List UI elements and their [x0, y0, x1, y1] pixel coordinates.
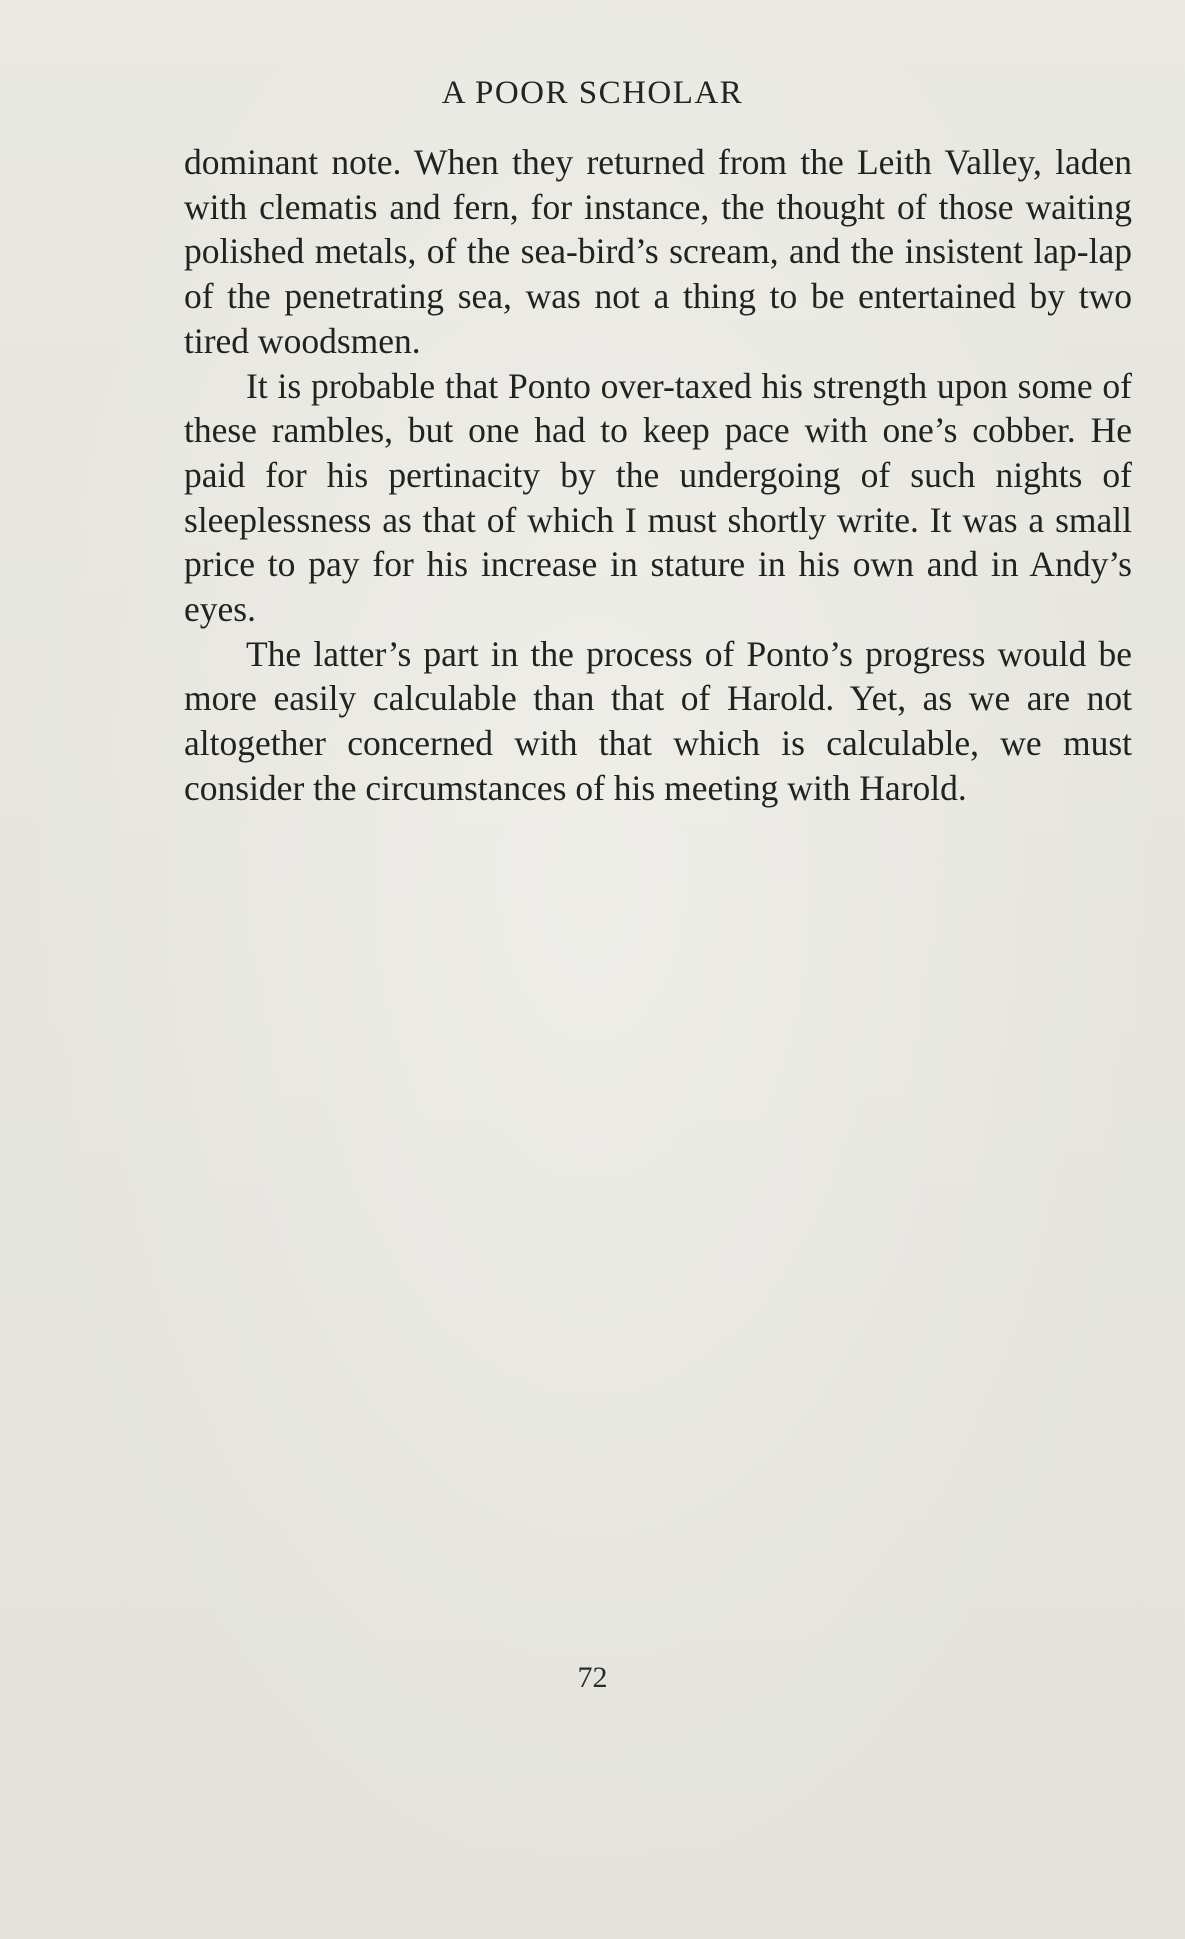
- page-number: 72: [577, 1661, 608, 1694]
- paragraph-1: dominant note. When they returned from the Leith Valley, laden with clematis and fern, for instance, the thought of those waiting polished metals, of the sea-bird’s scream, and the insistent lap-lap of the penetrating sea, was not a thing to be entertained by two tired woodsmen.: [184, 142, 1132, 361]
- running-head: A POOR SCHOLAR: [441, 75, 744, 111]
- body-text: [184, 140, 1132, 811]
- paragraph-3: The latter’s part in the process of Ponto’s progress would be more easily calculable than that of Harold. Yet, as we are not altogether concerned with that which is calculable, we must consider the circumstances of his meeting with Harold.: [184, 633, 1132, 808]
- paragraph-2: It is probable that Ponto over-taxed his strength upon some of these rambles, but one had to keep pace with one’s cobber. He paid for his pertinacity by the undergoing of such nights of sleeplessness as that of which I must shortly write. It was a small price to pay for his increase in stature in his own and in Andy’s eyes.: [184, 365, 1132, 630]
